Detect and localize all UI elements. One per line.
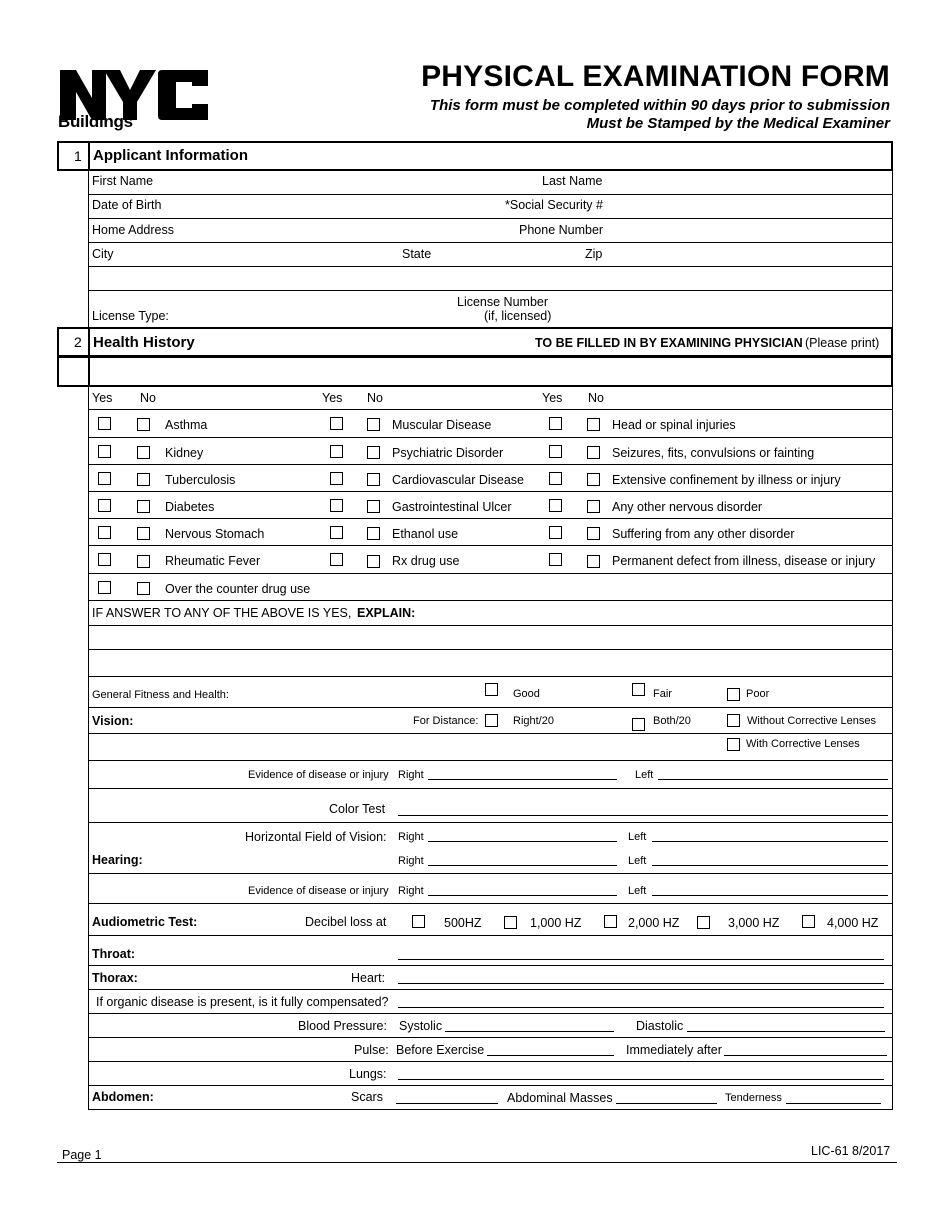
zip-label: Zip bbox=[585, 247, 603, 261]
condition-otc: Over the counter drug use bbox=[165, 582, 311, 596]
horizontal-right-line[interactable] bbox=[428, 841, 617, 842]
condition-stomach: Nervous Stomach bbox=[165, 527, 265, 541]
general-fitness-label: General Fitness and Health: bbox=[92, 689, 229, 701]
no-header-1: No bbox=[140, 391, 156, 405]
evidence-hearing-label: Evidence of disease or injury bbox=[248, 885, 389, 897]
freq-2000: 2,000 HZ bbox=[628, 916, 680, 930]
tb-no-checkbox[interactable] bbox=[137, 473, 150, 486]
please-print-note: (Please print) bbox=[805, 336, 880, 350]
subtitle-deadline: This form must be completed within 90 days prior to submission bbox=[429, 97, 890, 114]
organic-line[interactable] bbox=[398, 1007, 884, 1008]
page-number: Page 1 bbox=[62, 1148, 102, 1162]
abdominal-masses-line[interactable] bbox=[616, 1103, 717, 1104]
hearing-right-line[interactable] bbox=[428, 865, 617, 866]
blood-pressure-label: Blood Pressure: bbox=[298, 1019, 387, 1033]
for-distance-label: For Distance: bbox=[413, 715, 479, 727]
evidence-vision-right-line[interactable] bbox=[428, 779, 617, 780]
rx-no-checkbox[interactable] bbox=[367, 555, 380, 568]
condition-diabetes: Diabetes bbox=[165, 500, 215, 514]
no-header-2: No bbox=[367, 391, 383, 405]
hearing-label: Hearing: bbox=[92, 853, 143, 867]
color-test-label: Color Test bbox=[329, 802, 386, 816]
2000hz-checkbox[interactable] bbox=[604, 915, 617, 928]
physician-note: TO BE FILLED IN BY EXAMINING PHYSICIAN bbox=[535, 336, 803, 350]
footer-rule bbox=[57, 1162, 897, 1163]
diabetes-yes-checkbox[interactable] bbox=[98, 499, 111, 512]
thorax-label: Thorax: bbox=[92, 971, 138, 985]
right20-label: Right/20 bbox=[513, 715, 554, 727]
otc-yes-checkbox[interactable] bbox=[98, 581, 111, 594]
stomach-yes-checkbox[interactable] bbox=[98, 526, 111, 539]
horizontal-left-label: Left bbox=[628, 831, 647, 843]
logo-subtext: Buildings bbox=[58, 112, 133, 131]
scars-line[interactable] bbox=[396, 1103, 498, 1104]
dob-label: Date of Birth bbox=[92, 198, 162, 212]
explain-bold: EXPLAIN: bbox=[357, 606, 416, 620]
section2-blank-bar bbox=[57, 356, 893, 387]
condition-permanent: Permanent defect from illness, disease or injury bbox=[612, 554, 876, 568]
psychiatric-yes-checkbox[interactable] bbox=[330, 445, 343, 458]
with-lenses-checkbox[interactable] bbox=[727, 738, 740, 751]
condition-asthma: Asthma bbox=[165, 418, 208, 432]
heart-line[interactable] bbox=[398, 983, 884, 984]
seizures-yes-checkbox[interactable] bbox=[549, 445, 562, 458]
head-yes-checkbox[interactable] bbox=[549, 417, 562, 430]
confinement-no-checkbox[interactable] bbox=[587, 473, 600, 486]
1000hz-checkbox[interactable] bbox=[504, 916, 517, 929]
tb-yes-checkbox[interactable] bbox=[98, 472, 111, 485]
section1-title: Applicant Information bbox=[93, 147, 248, 164]
500hz-checkbox[interactable] bbox=[412, 915, 425, 928]
condition-rx: Rx drug use bbox=[392, 554, 460, 568]
evidence-hearing-left-label: Left bbox=[628, 885, 647, 897]
both20-checkbox[interactable] bbox=[632, 718, 645, 731]
no-header-3: No bbox=[588, 391, 604, 405]
condition-seizures: Seizures, fits, convulsions or fainting bbox=[612, 446, 815, 460]
cardio-no-checkbox[interactable] bbox=[367, 473, 380, 486]
yes-header-2: Yes bbox=[322, 391, 343, 405]
evidence-hearing-left-line[interactable] bbox=[652, 895, 888, 896]
with-lenses-label: With Corrective Lenses bbox=[746, 738, 860, 750]
explain-prefix: IF ANSWER TO ANY OF THE ABOVE IS YES, bbox=[92, 606, 352, 620]
color-test-line[interactable] bbox=[398, 815, 888, 816]
confinement-yes-checkbox[interactable] bbox=[549, 472, 562, 485]
ethanol-yes-checkbox[interactable] bbox=[330, 526, 343, 539]
throat-label: Throat: bbox=[92, 947, 136, 961]
condition-kidney: Kidney bbox=[165, 446, 204, 460]
freq-4000: 4,000 HZ bbox=[827, 916, 879, 930]
license-type-label: License Type: bbox=[92, 309, 169, 323]
evidence-vision-left-label: Left bbox=[635, 769, 654, 781]
hearing-left-label: Left bbox=[628, 855, 647, 867]
city-label: City bbox=[92, 247, 114, 261]
organic-label: If organic disease is present, is it fully compensated? bbox=[96, 995, 389, 1009]
condition-other-disorder: Suffering from any other disorder bbox=[612, 527, 795, 541]
permanent-no-checkbox[interactable] bbox=[587, 555, 600, 568]
horizontal-left-line[interactable] bbox=[652, 841, 888, 842]
lungs-label: Lungs: bbox=[349, 1067, 387, 1081]
systolic-label: Systolic bbox=[399, 1019, 443, 1033]
horizontal-right-label: Right bbox=[398, 831, 424, 843]
yes-header-3: Yes bbox=[542, 391, 563, 405]
ethanol-no-checkbox[interactable] bbox=[367, 527, 380, 540]
home-address-label: Home Address bbox=[92, 223, 174, 237]
lungs-line[interactable] bbox=[398, 1079, 884, 1080]
systolic-line[interactable] bbox=[445, 1031, 614, 1032]
good-label: Good bbox=[513, 688, 540, 700]
evidence-hearing-right-label: Right bbox=[398, 885, 424, 897]
abdomen-label: Abdomen: bbox=[92, 1090, 154, 1104]
condition-psychiatric: Psychiatric Disorder bbox=[392, 446, 504, 460]
freq-1000: 1,000 HZ bbox=[530, 916, 582, 930]
subtitle-stamp: Must be Stamped by the Medical Examiner bbox=[586, 115, 890, 132]
condition-ethanol: Ethanol use bbox=[392, 527, 459, 541]
tenderness-line[interactable] bbox=[786, 1103, 881, 1104]
kidney-no-checkbox[interactable] bbox=[137, 446, 150, 459]
without-lenses-label: Without Corrective Lenses bbox=[747, 715, 876, 727]
evidence-vision-right-label: Right bbox=[398, 769, 424, 781]
condition-head: Head or spinal injuries bbox=[612, 418, 736, 432]
ulcer-no-checkbox[interactable] bbox=[367, 500, 380, 513]
diastolic-label: Diastolic bbox=[636, 1019, 684, 1033]
hearing-left-line[interactable] bbox=[652, 865, 888, 866]
tenderness-label: Tenderness bbox=[725, 1092, 782, 1104]
phone-label: Phone Number bbox=[519, 223, 604, 237]
audiometric-label: Audiometric Test: bbox=[92, 915, 198, 929]
psychiatric-no-checkbox[interactable] bbox=[367, 446, 380, 459]
evidence-hearing-right-line[interactable] bbox=[428, 895, 617, 896]
immediately-after-line[interactable] bbox=[724, 1055, 887, 1056]
muscular-no-checkbox[interactable] bbox=[367, 418, 380, 431]
condition-cardio: Cardiovascular Disease bbox=[392, 473, 525, 487]
before-exercise-line[interactable] bbox=[487, 1055, 614, 1056]
condition-muscular: Muscular Disease bbox=[392, 418, 492, 432]
if-licensed-label: (if, licensed) bbox=[484, 309, 552, 323]
nervous-yes-checkbox[interactable] bbox=[549, 499, 562, 512]
fair-checkbox[interactable] bbox=[632, 683, 645, 696]
yes-header-1: Yes bbox=[92, 391, 113, 405]
immediately-after-label: Immediately after bbox=[626, 1043, 722, 1057]
both20-label: Both/20 bbox=[653, 715, 691, 727]
horizontal-field-label: Horizontal Field of Vision: bbox=[245, 830, 387, 844]
ulcer-yes-checkbox[interactable] bbox=[330, 499, 343, 512]
throat-line[interactable] bbox=[398, 959, 884, 960]
stomach-no-checkbox[interactable] bbox=[137, 527, 150, 540]
before-exercise-label: Before Exercise bbox=[396, 1043, 485, 1057]
ssn-label: *Social Security # bbox=[505, 198, 603, 212]
fair-label: Fair bbox=[653, 688, 672, 700]
diastolic-line[interactable] bbox=[687, 1031, 885, 1032]
condition-tuberculosis: Tuberculosis bbox=[165, 473, 236, 487]
kidney-yes-checkbox[interactable] bbox=[98, 445, 111, 458]
head-no-checkbox[interactable] bbox=[587, 418, 600, 431]
without-lenses-checkbox[interactable] bbox=[727, 714, 740, 727]
rheumatic-yes-checkbox[interactable] bbox=[98, 553, 111, 566]
rheumatic-no-checkbox[interactable] bbox=[137, 555, 150, 568]
freq-3000: 3,000 HZ bbox=[728, 916, 780, 930]
seizures-no-checkbox[interactable] bbox=[587, 446, 600, 459]
evidence-vision-label: Evidence of disease or injury bbox=[248, 769, 389, 781]
muscular-yes-checkbox[interactable] bbox=[330, 417, 343, 430]
poor-label: Poor bbox=[746, 688, 770, 700]
other-disorder-no-checkbox[interactable] bbox=[587, 527, 600, 540]
section2-number: 2 bbox=[74, 334, 82, 350]
hearing-right-label: Right bbox=[398, 855, 424, 867]
asthma-no-checkbox[interactable] bbox=[137, 418, 150, 431]
heart-label: Heart: bbox=[351, 971, 386, 985]
license-number-label: License Number bbox=[457, 295, 549, 309]
evidence-vision-left-line[interactable] bbox=[658, 779, 888, 780]
4000hz-checkbox[interactable] bbox=[802, 915, 815, 928]
other-disorder-yes-checkbox[interactable] bbox=[549, 526, 562, 539]
condition-confinement: Extensive confinement by illness or injury bbox=[612, 473, 841, 487]
last-name-label: Last Name bbox=[542, 174, 603, 188]
condition-rheumatic: Rheumatic Fever bbox=[165, 554, 261, 568]
section2-title: Health History bbox=[93, 334, 195, 351]
first-name-label: First Name bbox=[92, 174, 154, 188]
good-checkbox[interactable] bbox=[485, 683, 498, 696]
freq-500: 500HZ bbox=[444, 916, 482, 930]
decibel-label: Decibel loss at bbox=[305, 915, 387, 929]
condition-ulcer: Gastrointestinal Ulcer bbox=[392, 500, 512, 514]
condition-nervous: Any other nervous disorder bbox=[612, 500, 763, 514]
page-title: PHYSICAL EXAMINATION FORM bbox=[421, 60, 890, 93]
state-label: State bbox=[402, 247, 432, 261]
cardio-yes-checkbox[interactable] bbox=[330, 472, 343, 485]
nervous-no-checkbox[interactable] bbox=[587, 500, 600, 513]
otc-no-checkbox[interactable] bbox=[137, 582, 150, 595]
section1-number: 1 bbox=[74, 148, 82, 164]
abdominal-masses-label: Abdominal Masses bbox=[507, 1091, 613, 1105]
diabetes-no-checkbox[interactable] bbox=[137, 500, 150, 513]
pulse-label: Pulse: bbox=[354, 1043, 389, 1057]
right20-checkbox[interactable] bbox=[485, 714, 498, 727]
rx-yes-checkbox[interactable] bbox=[330, 553, 343, 566]
permanent-yes-checkbox[interactable] bbox=[549, 553, 562, 566]
vision-label: Vision: bbox=[92, 714, 134, 728]
scars-label: Scars bbox=[351, 1090, 383, 1104]
asthma-yes-checkbox[interactable] bbox=[98, 417, 111, 430]
form-id: LIC-61 8/2017 bbox=[811, 1144, 891, 1158]
3000hz-checkbox[interactable] bbox=[697, 916, 710, 929]
poor-checkbox[interactable] bbox=[727, 688, 740, 701]
